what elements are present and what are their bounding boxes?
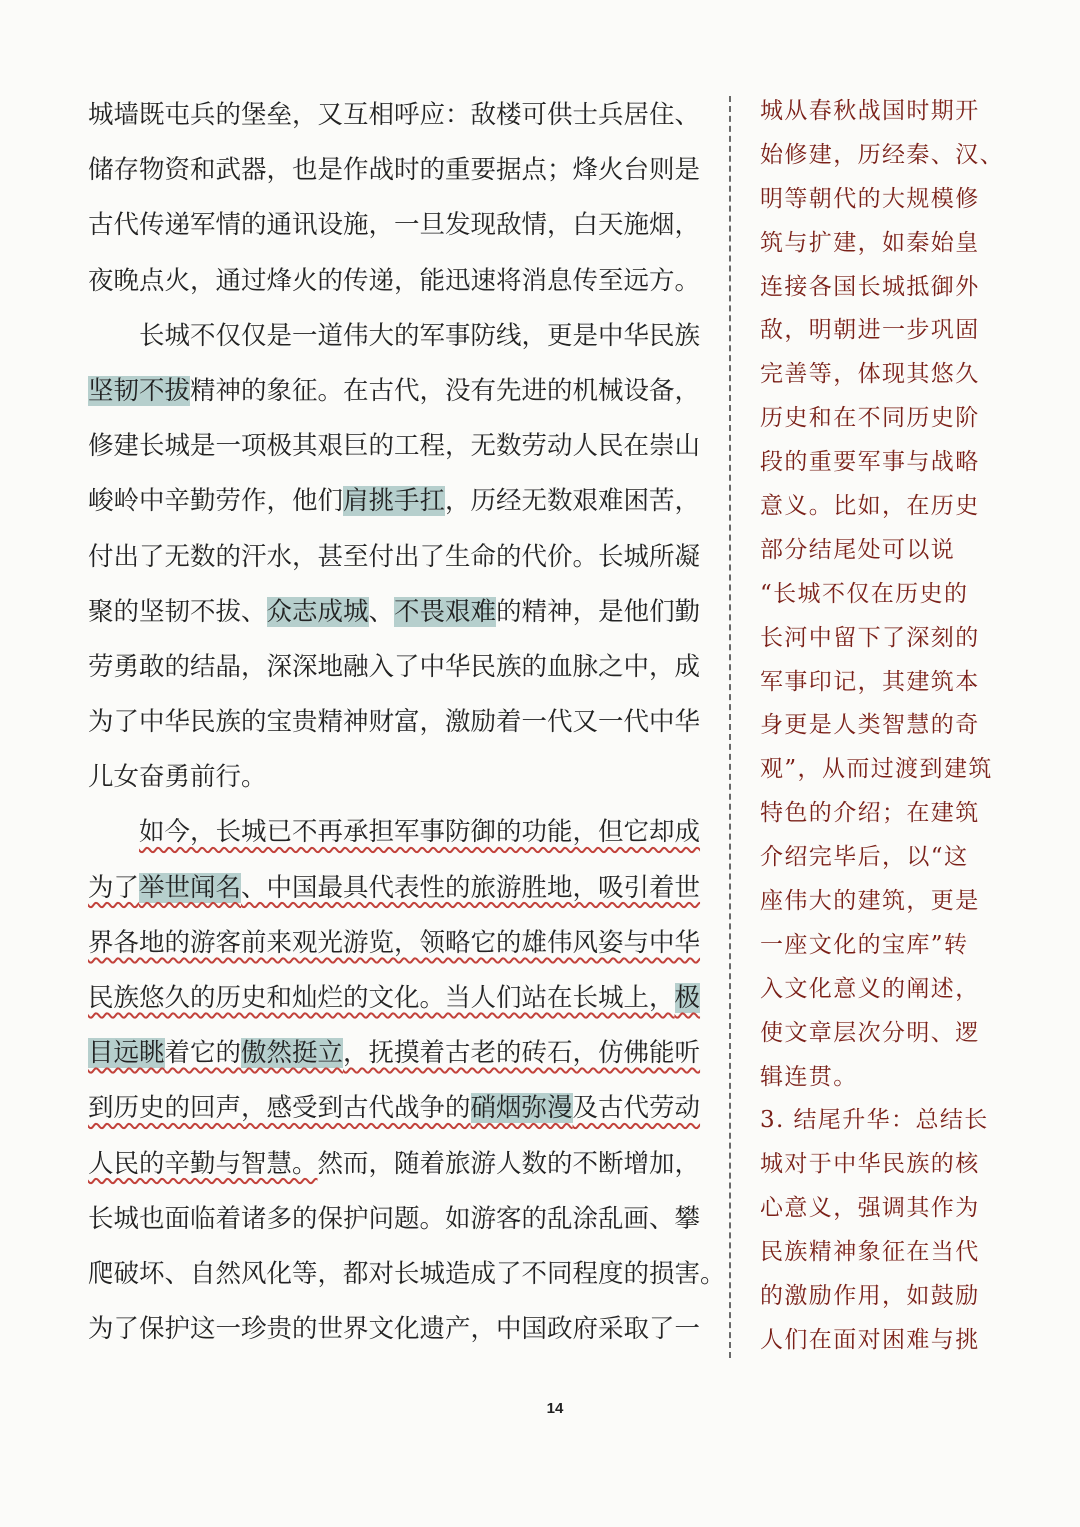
annotation-line: 始修建，历经秦、汉、: [760, 141, 1004, 168]
text-line: [88, 1137, 701, 1192]
underlined-text: 如今，长城已不再承担军事防御的功能，但它却成: [139, 817, 701, 848]
text-line: [88, 143, 701, 198]
annotation-line: 入文化意义的阐述，: [760, 975, 980, 1002]
annotation-line: 敌，明朝进一步巩固: [760, 317, 980, 344]
text-line: [88, 198, 701, 253]
text-line: [88, 530, 701, 585]
main-text-column: [88, 88, 726, 1357]
text-line: [88, 254, 701, 309]
annotation-line: “长城不仅在历史的: [760, 580, 969, 607]
annotation-line: 筑与扩建，如秦始皇: [760, 229, 980, 256]
highlighted-phrase: 极: [674, 983, 701, 1013]
text-segment: 的精神，是他们勤: [496, 596, 701, 627]
text-line: [88, 1302, 701, 1357]
text-line: [88, 88, 701, 143]
text-segment: 古代传递军情的通讯设施，一旦发现敌情，白天施烟，: [88, 210, 701, 241]
annotation-line: 身更是人类智慧的奇: [760, 712, 980, 739]
text-line: [88, 1192, 701, 1247]
text-line: [88, 1026, 701, 1081]
annotation-line: 军事印记，其建筑本: [760, 668, 980, 695]
annotation-line: 历史和在不同历史阶: [760, 405, 980, 432]
annotation-line: 意义。比如，在历史: [760, 493, 980, 520]
annotation-line: 观”，从而过渡到建筑: [760, 756, 993, 783]
underlined-text: ，抚摸着古老的砖石，仿佛能听: [343, 1038, 701, 1069]
text-segment: 储存物资和武器，也是作战时的重要据点；烽火台则是: [88, 155, 701, 186]
underlined-text: 、中国最具代表性的旅游胜地，吸引着世: [241, 872, 701, 903]
highlighted-phrase: 坚韧不拔: [88, 375, 191, 406]
annotation-column: [760, 90, 1004, 1363]
text-line: [88, 1247, 726, 1302]
highlighted-phrase: 不畏艰难: [394, 596, 497, 627]
annotation-line: 城从春秋战国时期开: [760, 98, 980, 124]
text-line: [88, 585, 701, 640]
annotation-line: 辑连贯。: [760, 1063, 858, 1090]
annotation-line: 的激励作用，如鼓励: [760, 1283, 980, 1310]
annotation-line: 部分结尾处可以说: [760, 536, 956, 563]
highlighted-phrase: 硝烟弥漫: [470, 1093, 573, 1124]
text-segment: 、: [368, 596, 395, 627]
text-segment: 长城不仅仅是一道伟大的军事防线，更是中华民族: [139, 320, 701, 351]
annotation-line: 介绍完毕后，以“这: [760, 844, 969, 871]
annotation-line: 明等朝代的大规模修: [760, 185, 980, 212]
text-line: [88, 419, 701, 474]
text-segment: 爬破坏、自然风化等，都对长城造成了不同程度的损害。: [88, 1258, 726, 1289]
annotation-line: 段的重要军事与战略: [760, 449, 980, 476]
text-segment: 然而，随着旅游人数的不断增加，: [317, 1148, 701, 1179]
annotation-line: 特色的介绍；在建筑: [760, 800, 980, 827]
text-segment: 夜晚点火，通过烽火的传递，能迅速将消息传至远方。: [88, 265, 701, 296]
text-line: [88, 695, 701, 750]
underlined-text: 着它的: [164, 1038, 242, 1069]
text-line: [88, 474, 701, 529]
underlined-text: 到历史的回声，感受到古代战争的: [88, 1093, 471, 1124]
highlighted-phrase: 目远眺: [88, 1038, 165, 1069]
text-segment: 修建长城是一项极其艰巨的工程，无数劳动人民在崇山: [88, 431, 701, 462]
text-line: [88, 861, 701, 916]
text-segment: 长城也面临着诸多的保护问题。如游客的乱涂乱画、攀: [88, 1203, 701, 1234]
annotation-line: 心意义，强调其作为: [760, 1195, 980, 1222]
text-line: [88, 916, 701, 971]
text-segment: ，历经无数艰难困苦，: [445, 486, 701, 517]
text-segment: 峻岭中辛勤劳作，他们: [88, 486, 344, 517]
text-line: [88, 640, 701, 695]
annotation-line: 一座文化的宝库”转: [760, 931, 969, 958]
text-segment: 城墙既屯兵的堡垒，又互相呼应：敌楼可供士兵居住、: [88, 100, 701, 130]
underlined-text: 人民的辛勤与智慧。: [88, 1148, 318, 1179]
text-segment: 为了保护这一珍贵的世界文化遗产，中国政府采取了一: [88, 1314, 701, 1345]
text-line: [88, 1081, 701, 1136]
highlighted-phrase: 傲然挺立: [241, 1038, 344, 1069]
text-line: [88, 805, 701, 860]
text-line: [88, 971, 701, 1026]
annotation-line: 完善等，体现其悠久: [760, 361, 980, 388]
highlighted-phrase: 举世闻名: [139, 872, 242, 903]
underlined-text: 为了: [88, 872, 140, 903]
annotation-line: 城对于中华民族的核: [760, 1151, 980, 1178]
page-number: 14: [546, 1400, 564, 1417]
annotation-line: 座伟大的建筑，更是: [760, 888, 980, 915]
text-line: [88, 750, 694, 805]
highlighted-phrase: 众志成城: [266, 596, 369, 627]
text-line: [88, 309, 701, 364]
text-line: [88, 364, 701, 419]
annotation-line: 连接各国长城抵御外: [760, 273, 980, 300]
text-segment: 劳勇敢的结晶，深深地融入了中华民族的血脉之中，成: [88, 651, 701, 682]
annotation-line: 使文章层次分明、逻: [760, 1019, 980, 1046]
text-segment: 付出了无数的汗水，甚至付出了生命的代价。长城所凝: [88, 541, 701, 572]
annotation-line: 3. 结尾升华：总结长: [760, 1107, 989, 1134]
annotation-line: 人们在面对困难与挑: [760, 1326, 980, 1353]
annotation-line: 长河中留下了深刻的: [760, 624, 980, 651]
text-segment: 为了中华民族的宝贵精神财富，激励着一代又一代中华: [88, 707, 701, 738]
text-segment: 精神的象征。在古代，没有先进的机械设备，: [190, 375, 701, 406]
underlined-text: 界各地的游客前来观光游览，领略它的雄伟风姿与中华: [88, 927, 701, 958]
underlined-text: 及古代劳动: [572, 1093, 701, 1124]
column-divider: [729, 96, 731, 1358]
annotation-line: 民族精神象征在当代: [760, 1239, 980, 1266]
text-segment: 聚的坚韧不拔、: [88, 596, 267, 627]
text-segment: 儿女奋勇前行。: [88, 762, 267, 793]
highlighted-phrase: 肩挑手扛: [343, 486, 446, 517]
underlined-text: 民族悠久的历史和灿烂的文化。当人们站在长城上，: [88, 983, 675, 1013]
